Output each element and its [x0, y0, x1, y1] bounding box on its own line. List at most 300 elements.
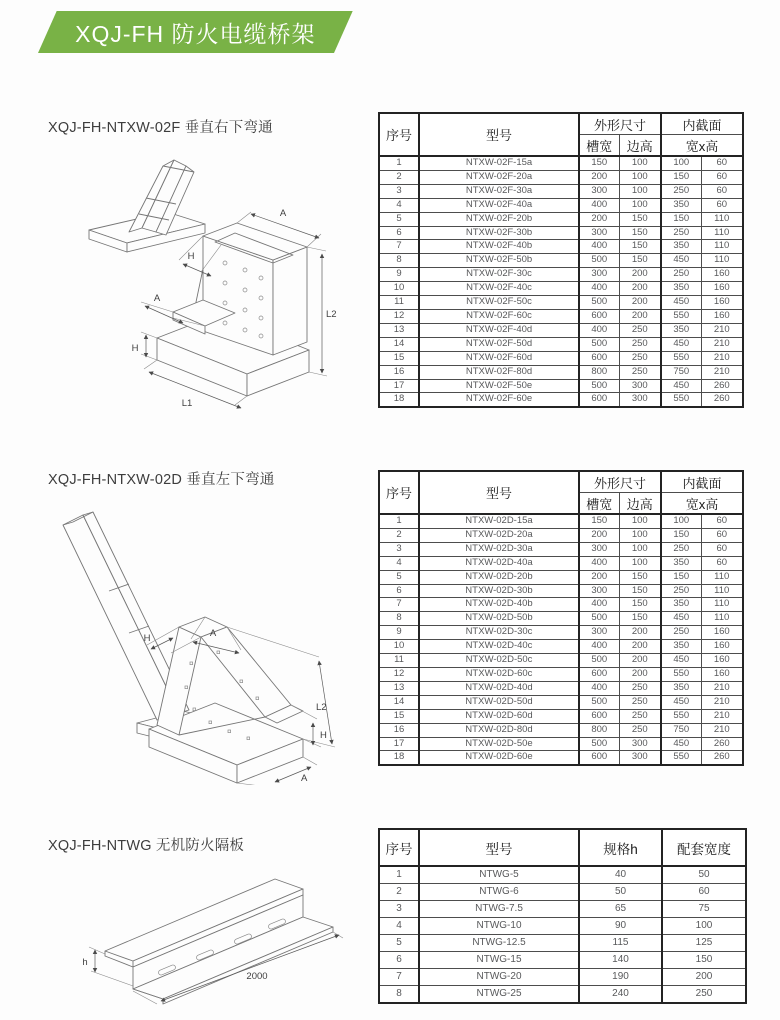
table-row	[379, 337, 743, 351]
table-cell: 110	[701, 598, 743, 612]
table-cell: NTXW-02D-50b	[419, 612, 579, 626]
table-row	[379, 296, 743, 310]
table-row	[379, 254, 743, 268]
table-row	[379, 986, 746, 1004]
table-cell: 250	[661, 626, 701, 640]
table-cell: 5	[379, 935, 419, 952]
table-row	[379, 528, 743, 542]
table-row	[379, 598, 743, 612]
table-cell: NTXW-02D-30b	[419, 584, 579, 598]
channel-bar	[82, 879, 343, 1004]
table-row	[379, 737, 743, 751]
table-cell: NTXW-02D-40b	[419, 598, 579, 612]
table-cell: 300	[619, 379, 661, 393]
table-cell: 210	[701, 681, 743, 695]
table-cell: 3	[379, 901, 419, 918]
table-cell: 750	[661, 723, 701, 737]
drawing-ntxw-02f	[45, 148, 345, 410]
table-cell: 150	[661, 570, 701, 584]
table-row	[379, 969, 746, 986]
section-title-ntxw-02d: XQJ-FH-NTXW-02D 垂直左下弯通	[48, 472, 275, 488]
table-cell: NTXW-02F-40b	[419, 240, 579, 254]
table-cell: 110	[701, 570, 743, 584]
table-cell: NTXW-02F-40d	[419, 323, 579, 337]
table-cell: NTXW-02D-20a	[419, 528, 579, 542]
table-cell: 450	[661, 737, 701, 751]
table-cell: 100	[661, 514, 701, 528]
table-cell: 150	[619, 226, 661, 240]
table-cell: 550	[661, 709, 701, 723]
table-cell: 200	[662, 969, 746, 986]
col-header-outer-dim: 外形尺寸	[579, 113, 661, 135]
table-cell: 600	[579, 709, 619, 723]
table-cell: 250	[619, 365, 661, 379]
table-cell: NTWG-25	[419, 986, 579, 1004]
col-header-seq: 序号	[379, 471, 419, 514]
spec-table-ntxw-02f	[378, 112, 744, 408]
table-row	[379, 268, 743, 282]
table-cell: 450	[661, 379, 701, 393]
table-cell: 300	[579, 268, 619, 282]
table-cell: 300	[579, 626, 619, 640]
table-cell: 60	[701, 184, 743, 198]
col-header-inner-section: 内截面	[661, 113, 743, 135]
table-cell: 200	[619, 654, 661, 668]
table-cell: 300	[579, 584, 619, 598]
table-cell: NTXW-02D-40c	[419, 640, 579, 654]
table-cell: 100	[619, 514, 661, 528]
table-cell: 2	[379, 170, 419, 184]
table-cell: 300	[619, 751, 661, 765]
col-header-spec-h: 规格h	[579, 829, 662, 866]
table-cell: 7	[379, 969, 419, 986]
table-cell: 65	[579, 901, 662, 918]
table-cell: 200	[619, 296, 661, 310]
table-cell: 450	[661, 296, 701, 310]
table-cell: NTXW-02F-40a	[419, 198, 579, 212]
table-cell: NTXW-02D-60d	[419, 709, 579, 723]
table-row	[379, 901, 746, 918]
table-cell: 600	[579, 393, 619, 407]
table-cell: 300	[619, 737, 661, 751]
table-cell: 400	[579, 282, 619, 296]
table-cell: NTXW-02D-15a	[419, 514, 579, 528]
table-cell: 210	[701, 695, 743, 709]
table-cell: 250	[619, 351, 661, 365]
table-cell: 260	[701, 751, 743, 765]
dim-label-a-top: A	[279, 208, 287, 219]
table-cell: 500	[579, 695, 619, 709]
table-cell: 6	[379, 584, 419, 598]
table-cell: 150	[661, 528, 701, 542]
table-cell: NTWG-10	[419, 918, 579, 935]
table-cell: 250	[619, 323, 661, 337]
table-cell: NTXW-02F-20b	[419, 212, 579, 226]
table-cell: 350	[661, 198, 701, 212]
table-cell: 450	[661, 654, 701, 668]
table-cell: 4	[379, 556, 419, 570]
col-header-seq: 序号	[379, 113, 419, 156]
table-cell: 2	[379, 528, 419, 542]
table-cell: NTXW-02F-30b	[419, 226, 579, 240]
dim-label-h-top: H	[143, 633, 151, 644]
table-cell: 3	[379, 542, 419, 556]
table-cell: 150	[662, 952, 746, 969]
table-cell: 500	[579, 337, 619, 351]
table-cell: 60	[701, 528, 743, 542]
table-cell: 10	[379, 282, 419, 296]
table-cell: 800	[579, 723, 619, 737]
table-cell: 250	[619, 337, 661, 351]
table-cell: 13	[379, 323, 419, 337]
table-cell: 400	[579, 598, 619, 612]
page-banner	[38, 11, 353, 53]
section-title-ntwg: XQJ-FH-NTWG 无机防火隔板	[48, 838, 245, 854]
table-cell: 60	[701, 156, 743, 170]
table-cell: 150	[579, 514, 619, 528]
table-cell: 200	[579, 570, 619, 584]
table-cell: 9	[379, 626, 419, 640]
table-row	[379, 240, 743, 254]
table-cell: NTXW-02F-15a	[419, 156, 579, 170]
table-cell: 60	[662, 884, 746, 901]
table-row	[379, 542, 743, 556]
table-cell: 350	[661, 240, 701, 254]
table-cell: 100	[619, 170, 661, 184]
table-row	[379, 379, 743, 393]
table-cell: 8	[379, 254, 419, 268]
table-cell: 100	[619, 528, 661, 542]
col-header-seq: 序号	[379, 829, 419, 866]
table-cell: NTWG-6	[419, 884, 579, 901]
table-cell: 110	[701, 254, 743, 268]
table-cell: 200	[619, 626, 661, 640]
table-cell: 210	[701, 709, 743, 723]
table-cell: 60	[701, 170, 743, 184]
table-cell: 50	[579, 884, 662, 901]
table-cell: 8	[379, 612, 419, 626]
table-cell: 12	[379, 309, 419, 323]
table-cell: 15	[379, 709, 419, 723]
table-row	[379, 612, 743, 626]
dim-label-h-right: H	[320, 730, 327, 741]
table-cell: NTXW-02F-30c	[419, 268, 579, 282]
table-row	[379, 709, 743, 723]
table-cell: 600	[579, 351, 619, 365]
table-row	[379, 323, 743, 337]
table-cell: 450	[661, 695, 701, 709]
table-cell: NTXW-02D-50c	[419, 654, 579, 668]
table-cell: 60	[701, 514, 743, 528]
table-cell: 250	[661, 268, 701, 282]
table-cell: NTXW-02F-60e	[419, 393, 579, 407]
table-row	[379, 667, 743, 681]
table-cell: 5	[379, 212, 419, 226]
col-header-side-height: 边高	[619, 135, 661, 157]
table-cell: 10	[379, 640, 419, 654]
table-cell: 160	[701, 640, 743, 654]
table-cell: NTXW-02F-50b	[419, 254, 579, 268]
table-cell: 550	[661, 351, 701, 365]
table-cell: 210	[701, 723, 743, 737]
table-cell: 60	[701, 556, 743, 570]
table-cell: 125	[662, 935, 746, 952]
table-cell: 75	[662, 901, 746, 918]
table-cell: 210	[701, 323, 743, 337]
table-cell: 12	[379, 667, 419, 681]
table-cell: NTXW-02F-50d	[419, 337, 579, 351]
table-cell: 150	[619, 584, 661, 598]
table-row	[379, 584, 743, 598]
table-row	[379, 935, 746, 952]
table-cell: NTXW-02F-30a	[419, 184, 579, 198]
table-cell: 400	[579, 323, 619, 337]
table-cell: 60	[701, 198, 743, 212]
table-cell: 100	[662, 918, 746, 935]
dim-label-h-low: H	[131, 343, 139, 354]
table-cell: NTXW-02D-50d	[419, 695, 579, 709]
table-cell: 6	[379, 226, 419, 240]
table-cell: 350	[661, 282, 701, 296]
table-cell: 250	[661, 584, 701, 598]
table-cell: NTWG-20	[419, 969, 579, 986]
table-cell: 210	[701, 337, 743, 351]
table-cell: 600	[579, 751, 619, 765]
table-cell: 210	[701, 351, 743, 365]
table-row	[379, 695, 743, 709]
table-row	[379, 365, 743, 379]
table-cell: 200	[619, 282, 661, 296]
table-cell: 200	[619, 268, 661, 282]
table-cell: 110	[701, 226, 743, 240]
table-cell: NTWG-12.5	[419, 935, 579, 952]
table-row	[379, 393, 743, 407]
table-cell: 150	[619, 254, 661, 268]
table-cell: 18	[379, 751, 419, 765]
table-cell: 240	[579, 986, 662, 1004]
table-cell: NTXW-02F-60c	[419, 309, 579, 323]
table-cell: 110	[701, 612, 743, 626]
table-cell: 200	[579, 212, 619, 226]
table-cell: 250	[661, 542, 701, 556]
table-cell: 8	[379, 986, 419, 1004]
table-cell: 160	[701, 268, 743, 282]
table-cell: 14	[379, 695, 419, 709]
col-header-outer-dim: 外形尺寸	[579, 471, 661, 493]
table-cell: NTXW-02F-40c	[419, 282, 579, 296]
table-cell: 16	[379, 365, 419, 379]
table-cell: 500	[579, 737, 619, 751]
table-cell: 190	[579, 969, 662, 986]
table-cell: 1	[379, 866, 419, 884]
table-cell: 600	[579, 309, 619, 323]
table-row	[379, 170, 743, 184]
dim-label-length: 2000	[246, 971, 268, 982]
table-row	[379, 918, 746, 935]
table-cell: 300	[579, 226, 619, 240]
table-cell: 160	[701, 667, 743, 681]
table-cell: 200	[579, 170, 619, 184]
table-cell: 14	[379, 337, 419, 351]
table-row	[379, 309, 743, 323]
table-cell: 550	[661, 667, 701, 681]
section-title-ntxw-02f: XQJ-FH-NTXW-02F 垂直右下弯通	[48, 120, 273, 136]
table-row	[379, 952, 746, 969]
table-cell: 500	[579, 296, 619, 310]
table-cell: 400	[579, 198, 619, 212]
table-row	[379, 351, 743, 365]
table-cell: 350	[661, 323, 701, 337]
table-cell: 7	[379, 240, 419, 254]
col-header-groove-width: 槽宽	[579, 493, 619, 515]
table-cell: 18	[379, 393, 419, 407]
table-cell: 500	[579, 612, 619, 626]
col-header-model: 型号	[419, 829, 579, 866]
table-cell: 300	[619, 393, 661, 407]
table-row	[379, 570, 743, 584]
table-cell: 100	[661, 156, 701, 170]
col-header-groove-width: 槽宽	[579, 135, 619, 157]
table-cell: 250	[619, 709, 661, 723]
table-cell: NTWG-15	[419, 952, 579, 969]
table-cell: 6	[379, 952, 419, 969]
table-cell: 260	[701, 379, 743, 393]
table-cell: 5	[379, 570, 419, 584]
table-cell: 500	[579, 654, 619, 668]
table-cell: NTXW-02F-20a	[419, 170, 579, 184]
table-cell: NTXW-02D-30a	[419, 542, 579, 556]
col-header-match-width: 配套宽度	[662, 829, 746, 866]
table-cell: 4	[379, 198, 419, 212]
table-cell: 160	[701, 309, 743, 323]
table-cell: 160	[701, 626, 743, 640]
table-cell: 150	[619, 598, 661, 612]
table-cell: 100	[619, 184, 661, 198]
table-cell: NTXW-02D-60e	[419, 751, 579, 765]
table-cell: 2	[379, 884, 419, 901]
dim-label-a-top: A	[209, 628, 217, 639]
table-cell: NTXW-02F-50c	[419, 296, 579, 310]
table-cell: 100	[619, 156, 661, 170]
table-cell: 100	[619, 198, 661, 212]
table-cell: 140	[579, 952, 662, 969]
table-cell: NTXW-02D-20b	[419, 570, 579, 584]
table-cell: 150	[619, 612, 661, 626]
spec-table-ntxw-02d	[378, 470, 744, 766]
table-row	[379, 654, 743, 668]
table-cell: 250	[662, 986, 746, 1004]
table-cell: 17	[379, 379, 419, 393]
table-cell: 150	[619, 570, 661, 584]
table-cell: 350	[661, 598, 701, 612]
table-cell: 7	[379, 598, 419, 612]
table-cell: 100	[619, 556, 661, 570]
table-cell: 250	[661, 226, 701, 240]
table-cell: 13	[379, 681, 419, 695]
table-cell: 300	[579, 542, 619, 556]
col-header-wxh: 宽x高	[661, 493, 743, 515]
table-cell: 150	[661, 170, 701, 184]
table-cell: 500	[579, 254, 619, 268]
drawing-ntwg	[45, 855, 355, 1013]
table-cell: 40	[579, 866, 662, 884]
table-cell: 1	[379, 156, 419, 170]
table-cell: 350	[661, 681, 701, 695]
table-cell: 250	[661, 184, 701, 198]
table-cell: 250	[619, 695, 661, 709]
table-cell: 15	[379, 351, 419, 365]
table-cell: 160	[701, 654, 743, 668]
table-cell: 17	[379, 737, 419, 751]
spec-table-ntwg	[378, 828, 747, 1004]
table-cell: 60	[701, 542, 743, 556]
table-cell: 350	[661, 640, 701, 654]
table-row	[379, 751, 743, 765]
dim-label-l2: L2	[326, 309, 337, 320]
table-cell: NTWG-5	[419, 866, 579, 884]
table-row	[379, 866, 746, 884]
table-cell: 4	[379, 918, 419, 935]
table-cell: 400	[579, 240, 619, 254]
table-row	[379, 640, 743, 654]
col-header-side-height: 边高	[619, 493, 661, 515]
col-header-model: 型号	[419, 471, 579, 514]
dim-label-l1: L1	[181, 398, 193, 409]
table-cell: 150	[619, 240, 661, 254]
table-cell: 450	[661, 254, 701, 268]
table-cell: 100	[619, 542, 661, 556]
table-cell: 800	[579, 365, 619, 379]
table-row	[379, 212, 743, 226]
table-cell: 16	[379, 723, 419, 737]
table-row	[379, 723, 743, 737]
table-cell: NTXW-02F-80d	[419, 365, 579, 379]
table-cell: 110	[701, 212, 743, 226]
table-cell: NTXW-02D-40d	[419, 681, 579, 695]
table-cell: 160	[701, 296, 743, 310]
dim-label-a-bottom: A	[301, 773, 308, 784]
table-cell: 160	[701, 282, 743, 296]
table-cell: 400	[579, 681, 619, 695]
table-cell: 150	[579, 156, 619, 170]
dim-label-l2: L2	[316, 702, 327, 713]
table-cell: 11	[379, 654, 419, 668]
table-cell: 550	[661, 393, 701, 407]
table-cell: 115	[579, 935, 662, 952]
table-cell: NTXW-02D-50e	[419, 737, 579, 751]
table-cell: 200	[579, 528, 619, 542]
table-cell: 90	[579, 918, 662, 935]
table-row	[379, 198, 743, 212]
table-cell: 350	[661, 556, 701, 570]
table-cell: NTXW-02D-80d	[419, 723, 579, 737]
table-cell: 200	[619, 640, 661, 654]
table-cell: NTXW-02D-40a	[419, 556, 579, 570]
table-cell: 150	[661, 212, 701, 226]
dim-label-h-top: H	[187, 251, 195, 262]
table-cell: 300	[579, 184, 619, 198]
table-cell: 750	[661, 365, 701, 379]
table-cell: 400	[579, 556, 619, 570]
table-cell: 50	[662, 866, 746, 884]
table-row	[379, 282, 743, 296]
table-cell: NTXW-02D-60c	[419, 667, 579, 681]
table-cell: 9	[379, 268, 419, 282]
dim-label-h: h	[82, 957, 88, 968]
table-row	[379, 884, 746, 901]
table-cell: 210	[701, 365, 743, 379]
table-row	[379, 156, 743, 170]
